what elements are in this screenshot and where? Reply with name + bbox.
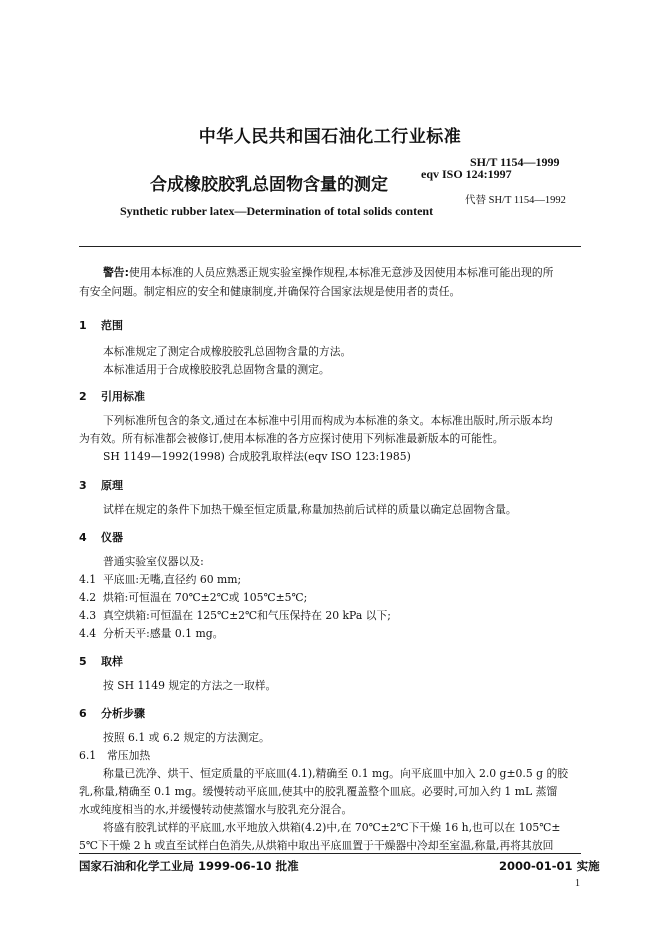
section-3-line-1: 试样在规定的条件下加热干燥至恒定质量,称量加热前后试样的质量以确定总固物含量。 bbox=[103, 503, 517, 516]
section-2-line-2: 为有效。所有标准都会被修订,使用本标准的各方应探讨使用下列标准最新版本的可能性。 bbox=[79, 432, 504, 445]
section-4-item: 4.1 平底皿:无嘴,直径约 60 mm; bbox=[79, 573, 242, 586]
section-2-heading: 2 引用标准 bbox=[79, 390, 145, 403]
section-2-line-1: 下列标准所包含的条文,通过在本标准中引用而构成为本标准的条文。本标准出版时,所示版本均 bbox=[103, 414, 553, 427]
subsection-6-1-heading: 6.1 常压加热 bbox=[79, 749, 151, 762]
section-6-1-para-1-line: 称量已洗净、烘干、恒定质量的平底皿(4.1),精确至 0.1 mg。向平底皿中加入 2.0 g±0.5 g 的胶 bbox=[103, 767, 569, 780]
warning-text: 使用本标准的人员应熟悉正规实验室操作规程,本标准无意涉及因使用本标准可能出现的所 bbox=[128, 266, 554, 279]
warning-line-2: 有安全问题。制定相应的安全和健康制度,并确保符合国家法规是使用者的责任。 bbox=[79, 285, 461, 298]
section-1-line-1: 本标准规定了测定合成橡胶胶乳总固物含量的方法。 bbox=[103, 345, 352, 358]
section-4-heading: 4 仪器 bbox=[79, 531, 123, 544]
section-3-heading: 3 原理 bbox=[79, 479, 123, 492]
approval-date: 国家石油和化学工业局 1999-06-10 批准 bbox=[79, 859, 299, 873]
issuing-organization: 中华人民共和国石油化工行业标准 bbox=[198, 127, 462, 147]
section-6-1-para-1-line: 乳,称量,精确至 0.1 mg。缓慢转动平底皿,使其中的胶乳覆盖整个皿底。必要时,可加入约 1 mL 蒸馏 bbox=[79, 785, 558, 798]
footer-divider bbox=[79, 853, 581, 854]
section-6-1-para-2-line: 将盛有胶乳试样的平底皿,水平地放入烘箱(4.2)中,在 70℃±2℃下干燥 16 h,也可以在 105℃± bbox=[103, 821, 561, 834]
section-4-item: 4.4 分析天平:感量 0.1 mg。 bbox=[79, 627, 224, 640]
header-divider bbox=[79, 246, 581, 247]
warning-line-1 bbox=[103, 266, 553, 280]
title-english: Synthetic rubber latex—Determination of total solids content bbox=[120, 204, 434, 218]
section-1-heading: 1 范围 bbox=[79, 319, 123, 332]
section-6-heading: 6 分析步骤 bbox=[79, 707, 145, 720]
section-4-intro: 普通实验室仪器以及: bbox=[103, 555, 204, 568]
section-5-heading: 5 取样 bbox=[79, 655, 123, 668]
section-4-item: 4.2 烘箱:可恒温在 70℃±2℃或 105℃±5℃; bbox=[79, 591, 308, 604]
implementation-date: 2000-01-01 实施 bbox=[499, 859, 600, 873]
section-2-reference: SH 1149—1992(1998) 合成胶乳取样法(eqv ISO 123:1985) bbox=[103, 450, 411, 463]
section-6-1-para-1-line: 水或纯度相当的水,并缓慢转动使蒸馏水与胶乳充分混合。 bbox=[79, 803, 353, 816]
standard-number: SH/T 1154—1999 bbox=[470, 155, 560, 169]
page-number: 1 bbox=[575, 878, 580, 889]
section-6-intro: 按照 6.1 或 6.2 规定的方法测定。 bbox=[103, 731, 270, 744]
equivalent-standard: eqv ISO 124:1997 bbox=[421, 167, 512, 181]
section-5-line-1: 按 SH 1149 规定的方法之一取样。 bbox=[103, 679, 277, 692]
section-1-line-2: 本标准适用于合成橡胶胶乳总固物含量的测定。 bbox=[103, 363, 330, 376]
section-6-1-para-2-line: 5℃下干燥 2 h 或直至试样白色消失,从烘箱中取出平底皿置于干燥器中冷却至室温,称量,再将其放回 bbox=[79, 839, 554, 852]
title-chinese: 合成橡胶胶乳总固物含量的测定 bbox=[150, 175, 388, 195]
section-4-item: 4.3 真空烘箱:可恒温在 125℃±2℃和气压保持在 20 kPa 以下; bbox=[79, 609, 391, 622]
warning-label: 警告: bbox=[103, 266, 129, 279]
replaces-standard: 代替 SH/T 1154—1992 bbox=[465, 195, 566, 206]
